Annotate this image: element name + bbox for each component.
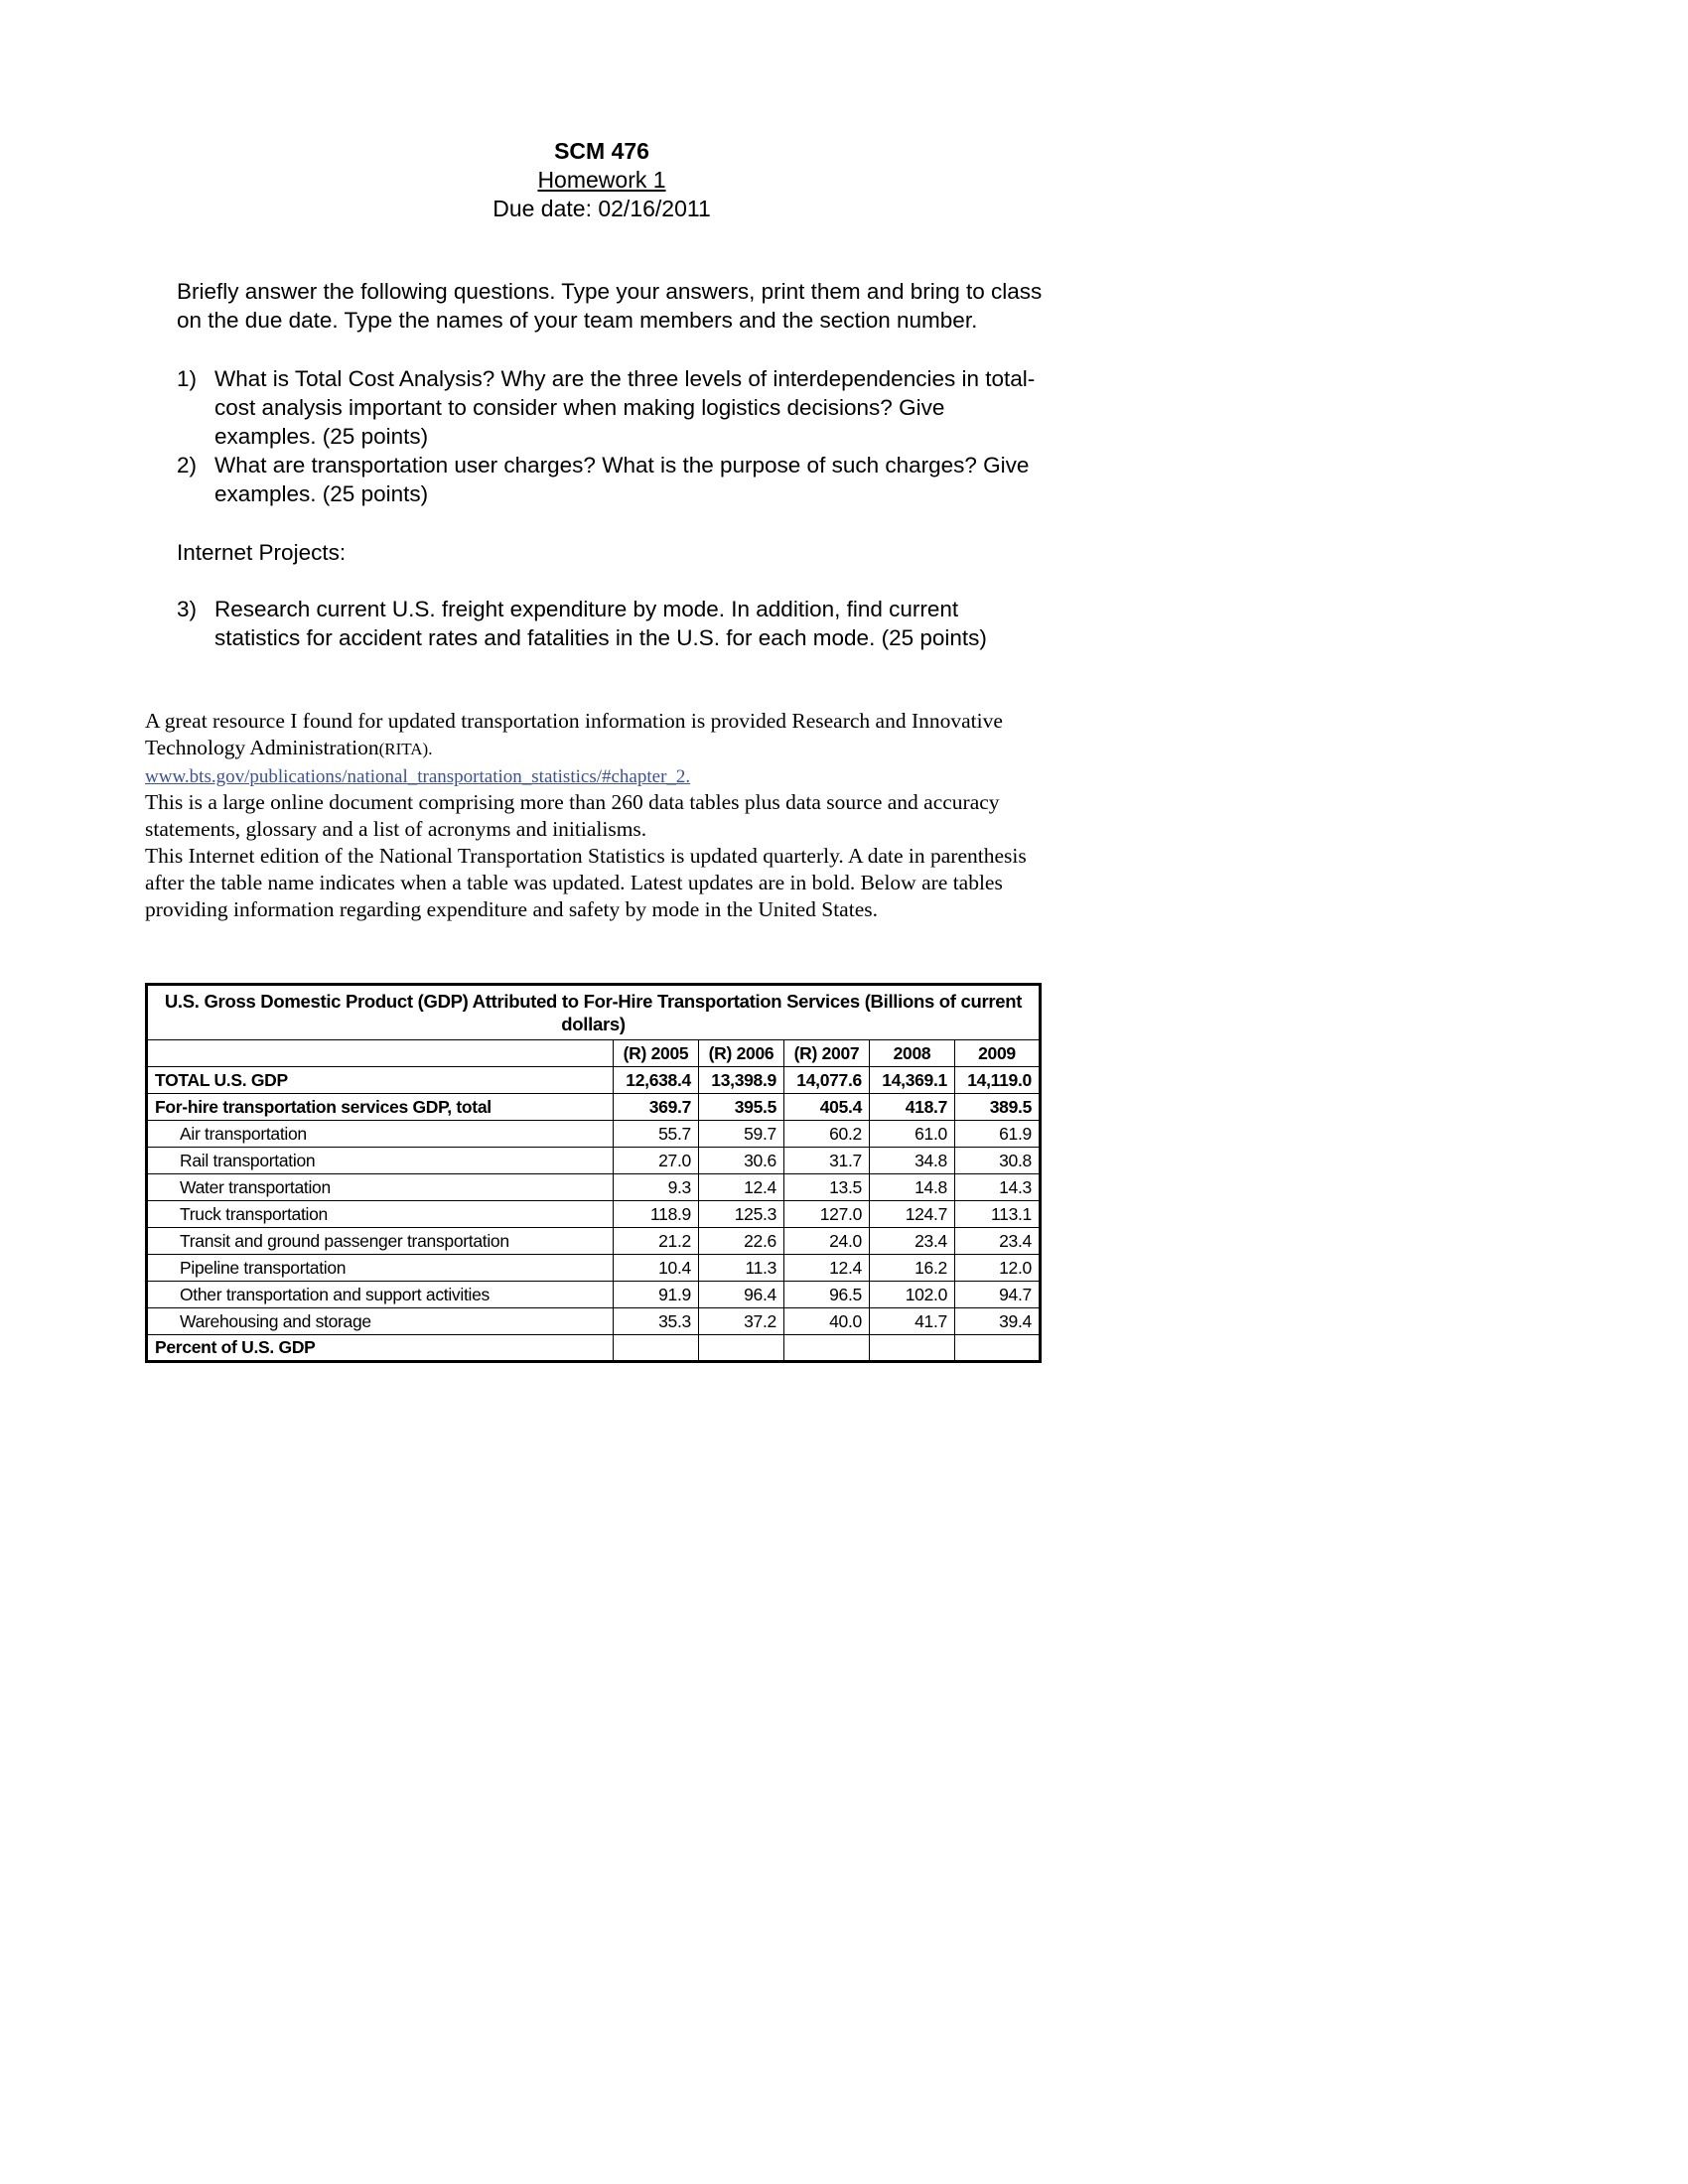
cell-value: 22.6 [699,1228,784,1255]
table-row [147,1121,1041,1148]
gdp-table-header-row [147,1040,1041,1067]
empty-header-cell [147,1040,614,1067]
cell-value: 12.4 [699,1174,784,1201]
question-item [177,364,1043,451]
year-column-header: (R) 2006 [699,1040,784,1067]
cell-value [784,1335,870,1362]
cell-value: 14.3 [955,1174,1041,1201]
cell-value: 11.3 [699,1255,784,1282]
cell-value: 13,398.9 [699,1067,784,1094]
internet-projects-heading: Internet Projects: [177,540,347,565]
cell-value: 35.3 [614,1308,699,1335]
table-row [147,1148,1041,1174]
homework-subtitle: Homework 1 [537,167,666,193]
row-label: Other transportation and support activities [147,1282,614,1308]
cell-value: 96.4 [699,1282,784,1308]
cell-value: 21.2 [614,1228,699,1255]
question-number: 2) [177,453,198,478]
table-row [147,1282,1041,1308]
cell-value: 405.4 [784,1094,870,1121]
cell-value: 41.7 [870,1308,955,1335]
row-label: Water transportation [147,1174,614,1201]
row-label: Percent of U.S. GDP [147,1335,614,1362]
cell-value: 12.0 [955,1255,1041,1282]
cell-value: 24.0 [784,1228,870,1255]
question-text: Research current U.S. freight expenditure by mode. In addition, find current statistics for accident rates and fatalities in the U.S. for each mode. (25 points) [214,597,987,650]
document-header [145,137,1058,223]
row-label: Air transportation [147,1121,614,1148]
due-date: Due date: 02/16/2011 [492,196,711,221]
resource-paragraph-3: This Internet edition of the National Transportation Statistics is updated quarterly. A date in parenthesis after the table name indicates when a table was updated. Latest updates are in bold. Below are tables providing information regarding expenditure and safety by mode in the United States. [145,844,1027,921]
question-number: 1) [177,366,198,391]
rita-link[interactable]: www.bts.gov/publications/national_transportation_statistics/#chapter_2. [145,766,691,787]
table-row [147,1067,1041,1094]
row-label: Truck transportation [147,1201,614,1228]
cell-value: 418.7 [870,1094,955,1121]
resource-intro-text: A great resource I found for updated transportation information is provided Research and Innovative Technology Administration [145,709,1003,759]
gdp-table-body [147,1067,1041,1362]
rita-abbreviation: (RITA). [378,740,433,758]
cell-value: 13.5 [784,1174,870,1201]
cell-value: 61.9 [955,1121,1041,1148]
cell-value: 40.0 [784,1308,870,1335]
row-label: Pipeline transportation [147,1255,614,1282]
cell-value: 113.1 [955,1201,1041,1228]
cell-value: 14,369.1 [870,1067,955,1094]
cell-value [955,1335,1041,1362]
cell-value: 30.6 [699,1148,784,1174]
cell-value: 14,077.6 [784,1067,870,1094]
cell-value: 127.0 [784,1201,870,1228]
question-text: What is Total Cost Analysis? Why are the three levels of interdependencies in total-cost analysis important to consider when making logistics decisions? Give examples. (25 points) [214,366,1036,449]
cell-value: 102.0 [870,1282,955,1308]
cell-value: 30.8 [955,1148,1041,1174]
page-title: SCM 476 [554,138,649,164]
row-label: For-hire transportation services GDP, total [147,1094,614,1121]
cell-value: 96.5 [784,1282,870,1308]
year-column-header: (R) 2007 [784,1040,870,1067]
table-row [147,1201,1041,1228]
table-row [147,1094,1041,1121]
cell-value: 12,638.4 [614,1067,699,1094]
row-label: TOTAL U.S. GDP [147,1067,614,1094]
table-row [147,1335,1041,1362]
table-row [147,1228,1041,1255]
year-column-header: 2008 [870,1040,955,1067]
table-row [147,1308,1041,1335]
cell-value: 12.4 [784,1255,870,1282]
intro-paragraph: Briefly answer the following questions. Type your answers, print them and bring to class on the due date. Type the names of your team members and the section number. [177,279,1043,333]
cell-value [870,1335,955,1362]
table-row [147,1174,1041,1201]
row-label: Rail transportation [147,1148,614,1174]
resource-paragraph-2: This is a large online document comprising more than 260 data tables plus data source and accuracy statements, glossary and a list of acronyms and initialisms. [145,790,1000,841]
question-text: What are transportation user charges? What is the purpose of such charges? Give examples. (25 points) [214,453,1030,506]
table-row [147,1255,1041,1282]
cell-value: 395.5 [699,1094,784,1121]
gdp-table [145,983,1042,1363]
table-caption: U.S. Gross Domestic Product (GDP) Attributed to For-Hire Transportation Services (Billions of current dollars) [147,985,1041,1040]
cell-value: 369.7 [614,1094,699,1121]
cell-value: 91.9 [614,1282,699,1308]
cell-value: 34.8 [870,1148,955,1174]
question-item [177,451,1043,508]
cell-value: 118.9 [614,1201,699,1228]
year-column-header: 2009 [955,1040,1041,1067]
cell-value: 10.4 [614,1255,699,1282]
cell-value: 389.5 [955,1094,1041,1121]
cell-value: 23.4 [870,1228,955,1255]
cell-value: 27.0 [614,1148,699,1174]
internet-projects-list [177,595,1688,652]
cell-value: 55.7 [614,1121,699,1148]
cell-value: 124.7 [870,1201,955,1228]
resource-paragraph-1 [145,708,1062,762]
row-label: Transit and ground passenger transportation [147,1228,614,1255]
table-caption-row [147,985,1041,1040]
cell-value: 14.8 [870,1174,955,1201]
resource-section [145,708,1062,923]
cell-value: 59.7 [699,1121,784,1148]
cell-value: 39.4 [955,1308,1041,1335]
row-label: Warehousing and storage [147,1308,614,1335]
cell-value: 37.2 [699,1308,784,1335]
questions-list [177,364,1688,508]
year-column-header: (R) 2005 [614,1040,699,1067]
cell-value: 23.4 [955,1228,1041,1255]
cell-value [699,1335,784,1362]
cell-value: 31.7 [784,1148,870,1174]
cell-value: 60.2 [784,1121,870,1148]
cell-value: 16.2 [870,1255,955,1282]
question-number: 3) [177,597,198,621]
cell-value: 14,119.0 [955,1067,1041,1094]
question-item [177,595,1043,652]
cell-value: 125.3 [699,1201,784,1228]
cell-value: 94.7 [955,1282,1041,1308]
cell-value [614,1335,699,1362]
cell-value: 9.3 [614,1174,699,1201]
cell-value: 61.0 [870,1121,955,1148]
